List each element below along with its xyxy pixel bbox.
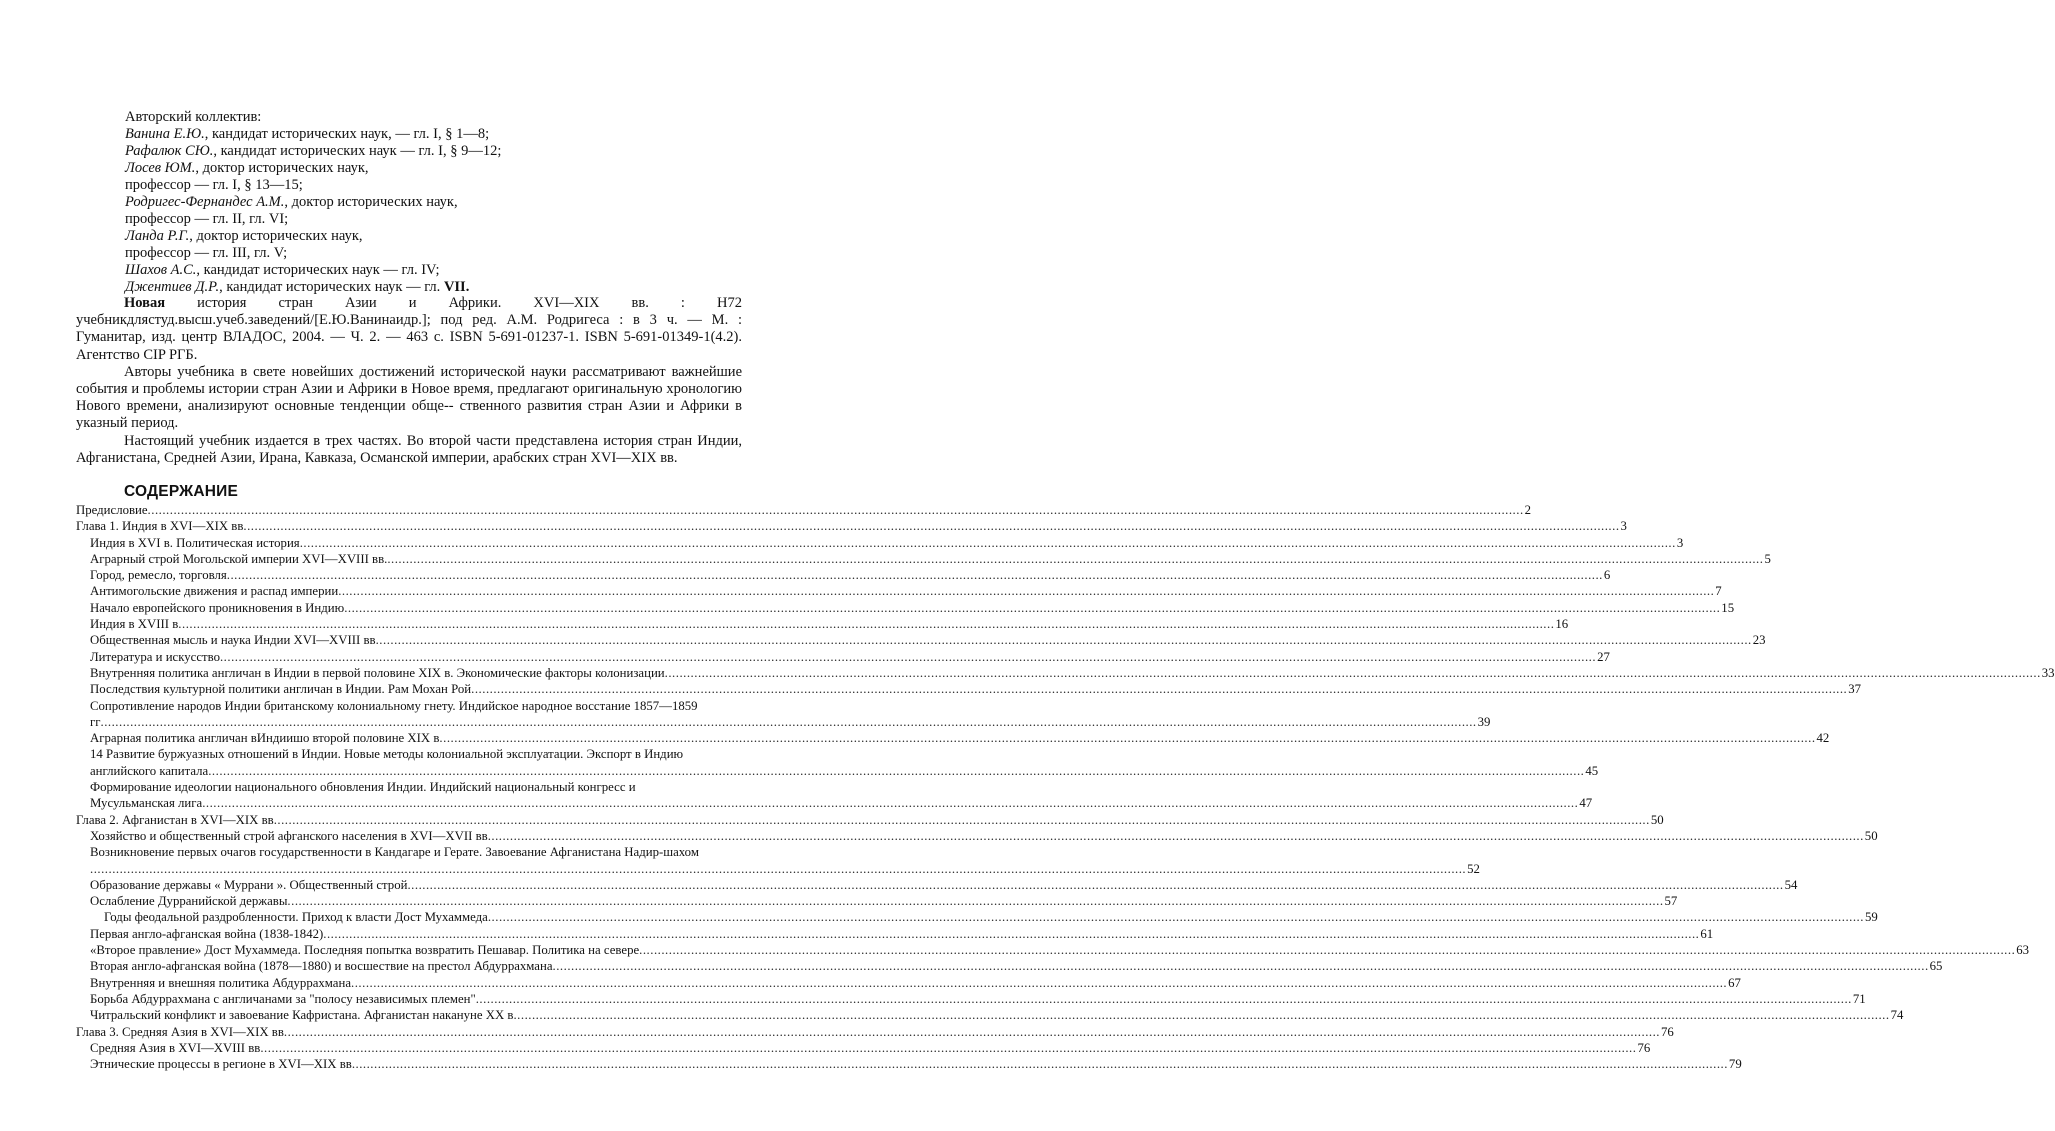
toc-page-number: 3 bbox=[1676, 535, 1684, 550]
toc-entry-title: Борьба Абдуррахмана с англичанами за "полосу независимых племен" bbox=[90, 991, 476, 1006]
author-role: , доктор исторических наук, bbox=[284, 194, 458, 210]
author-list bbox=[125, 126, 745, 296]
toc-entry-title: Индия в XVIII в bbox=[90, 617, 179, 632]
toc-leader-dots bbox=[488, 909, 1864, 925]
toc-page-number: 74 bbox=[1890, 1008, 1904, 1023]
toc-entry-title: Вторая англо-афганская война (1878—1880) и восшествие на престол Абдуррахмана bbox=[90, 959, 553, 974]
toc-entry[interactable] bbox=[76, 632, 1766, 648]
toc-entry-title: Этнические процессы в регионе в XVI—XIX вв bbox=[90, 1057, 352, 1072]
toc-entry[interactable] bbox=[76, 616, 1569, 632]
author-line bbox=[125, 279, 745, 296]
toc-entry[interactable] bbox=[76, 991, 1866, 1007]
toc-leader-dots bbox=[243, 518, 1619, 534]
book-title-word: Новая bbox=[124, 295, 166, 311]
toc-entry[interactable] bbox=[76, 665, 2055, 681]
toc-entry-title: Годы феодальной раздробленности. Приход к власти Дост Мухаммеда bbox=[104, 910, 488, 925]
toc-page-number: 76 bbox=[1660, 1024, 1674, 1039]
toc-leader-dots bbox=[148, 502, 1524, 518]
toc-entry-title: Город, ремесло, торговля bbox=[90, 568, 227, 583]
toc-page-number: 63 bbox=[2016, 943, 2030, 958]
toc-entry[interactable] bbox=[76, 1040, 1651, 1056]
toc-entry-title: Первая англо-афганская война (1838-1842) bbox=[90, 926, 324, 941]
toc-entry[interactable] bbox=[76, 1056, 1742, 1072]
toc-page-number: 65 bbox=[1929, 959, 1943, 974]
toc-page-number: 50 bbox=[1650, 812, 1664, 827]
toc-entry[interactable] bbox=[76, 844, 1480, 877]
toc-page-number: 59 bbox=[1864, 910, 1878, 925]
toc-leader-dots bbox=[439, 730, 1815, 746]
author-role: профессор — гл. III, гл. V; bbox=[125, 245, 288, 261]
toc-entry[interactable] bbox=[76, 779, 1593, 812]
toc-entry[interactable] bbox=[76, 518, 1627, 534]
toc-page-number: 16 bbox=[1555, 617, 1569, 632]
toc-entry-title: Глава 3. Средняя Азия в XVI—XIX вв bbox=[76, 1024, 284, 1039]
toc-entry[interactable] bbox=[76, 649, 1610, 665]
author-name: Рафалюк СЮ. bbox=[125, 143, 214, 159]
toc-page-number: 15 bbox=[1721, 600, 1735, 615]
author-line bbox=[125, 143, 745, 160]
toc-leader-dots bbox=[665, 665, 2041, 681]
toc-entry[interactable] bbox=[76, 975, 1741, 991]
table-of-contents bbox=[76, 502, 2055, 1072]
author-line bbox=[125, 262, 745, 279]
toc-entry-continuation: Мусульманская лига bbox=[90, 796, 203, 811]
bibliographic-record bbox=[76, 295, 742, 364]
author-line bbox=[125, 228, 745, 245]
toc-page-number: 7 bbox=[1715, 584, 1722, 599]
toc-leader-dots bbox=[387, 551, 1763, 567]
toc-page-number: 2 bbox=[1524, 503, 1532, 517]
toc-page-number: 57 bbox=[1664, 894, 1678, 909]
author-line bbox=[125, 211, 745, 228]
toc-leader-dots bbox=[344, 600, 1720, 616]
author-role: , доктор исторических наук, bbox=[189, 228, 363, 244]
toc-leader-dots bbox=[323, 926, 1699, 942]
toc-entry[interactable] bbox=[76, 828, 1878, 844]
author-role: , кандидат исторических наук, — гл. I, § 1—8; bbox=[204, 126, 490, 142]
toc-entry-title: Начало европейского проникновения в Индию bbox=[90, 600, 345, 615]
toc-leader-dots bbox=[476, 991, 1852, 1007]
toc-entry-title: Образование державы « Муррани ». Общественный строй bbox=[90, 877, 408, 892]
toc-entry-title: Общественная мысль и наука Индии XVI—XVIII вв bbox=[90, 633, 376, 648]
toc-entry-title: Ослабление Дурранийской державы bbox=[90, 894, 288, 909]
toc-entry-title: Глава 2. Афганистан в XVI—XIX вв bbox=[76, 812, 274, 827]
author-name: Ланда Р.Г. bbox=[125, 228, 190, 244]
author-chapter: VII. bbox=[443, 279, 470, 295]
toc-leader-dots bbox=[407, 877, 1783, 893]
toc-leader-dots bbox=[101, 714, 1477, 730]
toc-entry-continuation: гг bbox=[90, 714, 101, 729]
toc-entry[interactable] bbox=[76, 746, 1599, 779]
toc-entry-title: Последствия культурной политики англичан в Индии. Рам Мохан Рой bbox=[90, 682, 472, 697]
toc-entry[interactable] bbox=[76, 567, 1611, 583]
toc-entry[interactable] bbox=[76, 926, 1714, 942]
author-role: , кандидат исторических наук — гл. bbox=[219, 279, 444, 295]
toc-entry[interactable] bbox=[76, 600, 1735, 616]
toc-page-number: 39 bbox=[1477, 714, 1491, 729]
toc-entry-title: Возникновение первых очагов государственности в Кандагаре и Герате. Завоевание Афганистана Надир-шахом bbox=[90, 845, 699, 860]
toc-entry-title: Средняя Азия в XVI—XVIII вв bbox=[90, 1040, 261, 1055]
author-line bbox=[125, 177, 745, 194]
toc-leader-dots bbox=[220, 649, 1596, 665]
author-name: Родригес-Фернандес А.М. bbox=[125, 194, 285, 210]
toc-page-number: 61 bbox=[1700, 926, 1714, 941]
toc-leader-dots bbox=[208, 763, 1584, 779]
parts-paragraph: Настоящий учебник издается в трех частях. Во второй части представлена история стран Индии, Афганистана, Средней Азии, Ирана, Кавказа, Османской империи, арабских стран XVI—XIX вв. bbox=[76, 432, 742, 466]
author-role: профессор — гл. II, гл. VI; bbox=[125, 211, 289, 227]
toc-entry-continuation: английского капитала bbox=[90, 763, 209, 778]
toc-entry[interactable] bbox=[76, 502, 1532, 518]
toc-entry-title: Индия в XVI в. Политическая история bbox=[90, 535, 300, 550]
author-line bbox=[125, 126, 745, 143]
toc-page-number: 33 bbox=[2041, 665, 2055, 680]
toc-leader-dots bbox=[471, 681, 1847, 697]
contents-heading: СОДЕРЖАНИЕ bbox=[124, 483, 239, 500]
toc-leader-dots bbox=[351, 975, 1727, 991]
authors-block bbox=[125, 109, 745, 296]
toc-entry[interactable] bbox=[76, 812, 1664, 828]
authors-heading: Авторский коллектив: bbox=[125, 109, 262, 125]
toc-entry-title: Предисловие bbox=[76, 503, 148, 517]
toc-leader-dots bbox=[553, 958, 1929, 974]
toc-page-number: 3 bbox=[1620, 519, 1627, 534]
toc-leader-dots bbox=[300, 535, 1676, 551]
toc-entry-title: Глава 1. Индия в XVI—XIX вв bbox=[76, 519, 244, 534]
toc-entry[interactable] bbox=[76, 535, 1684, 551]
toc-page-number: 5 bbox=[1764, 551, 1771, 566]
toc-entry[interactable] bbox=[76, 958, 1943, 974]
toc-entry-title: Аграрный строй Могольской империи XVI—XVIII вв. bbox=[90, 551, 388, 566]
toc-page-number: 71 bbox=[1852, 991, 1866, 1006]
toc-page-number: 67 bbox=[1728, 975, 1741, 990]
toc-leader-dots bbox=[227, 567, 1603, 583]
toc-leader-dots bbox=[513, 1007, 1889, 1023]
toc-entry-title: «Второе правление» Дост Мухаммеда. Последняя попытка возвратить Пешавар. Политика на севере bbox=[90, 943, 640, 958]
toc-page-number: 23 bbox=[1752, 633, 1766, 648]
toc-leader-dots bbox=[178, 616, 1554, 632]
toc-entry-title: Антимогольские движения и распад империи bbox=[90, 584, 339, 599]
toc-entry-title: 14 Развитие буржуазных отношений в Индии. Новые методы колониальной эксплуатации. Экспорт в Индию bbox=[90, 747, 684, 762]
toc-entry-title: Читральский конфликт и завоевание Кафристана. Афганистан накануне XX в bbox=[90, 1008, 514, 1023]
author-line bbox=[125, 160, 745, 177]
toc-entry-title: Хозяйство и общественный строй афганского населения в XVI—XVII вв bbox=[90, 828, 488, 843]
toc-page-number: 50 bbox=[1864, 828, 1878, 843]
toc-entry[interactable] bbox=[76, 877, 1798, 893]
toc-entry-title: Аграрная политика англичан вИндиишо второй половине XIX в bbox=[90, 731, 440, 746]
toc-page-number: 54 bbox=[1784, 877, 1798, 892]
toc-page-number: 52 bbox=[1467, 861, 1480, 876]
toc-entry-title: Формирование идеологии национального обновления Индии. Индийский национальный конгресс и bbox=[90, 780, 636, 795]
abstract-paragraph: Авторы учебника в свете новейших достижений исторической науки рассматривают важнейшие события и проблемы истории стран Азии и Африки в Новое время, предлагают оригинальную хронологию Нового времени, анализируют основные тенденции обще-- ственного развития стран Азии и Африки в указный период. bbox=[76, 363, 742, 432]
toc-leader-dots bbox=[274, 812, 1650, 828]
toc-entry-title: Литература и искусство bbox=[90, 649, 220, 664]
toc-leader-dots bbox=[287, 893, 1663, 909]
toc-leader-dots bbox=[338, 583, 1714, 599]
toc-entry[interactable] bbox=[76, 730, 1830, 746]
toc-leader-dots bbox=[376, 632, 1752, 648]
author-line bbox=[125, 194, 745, 211]
toc-leader-dots bbox=[639, 942, 2015, 958]
toc-entry[interactable] bbox=[76, 942, 2030, 958]
toc-leader-dots bbox=[284, 1024, 1660, 1040]
author-name: Шахов А.С. bbox=[125, 262, 197, 278]
toc-entry[interactable] bbox=[76, 583, 1722, 599]
toc-leader-dots bbox=[488, 828, 1864, 844]
toc-leader-dots bbox=[352, 1056, 1728, 1072]
author-name: Лосев ЮМ. bbox=[125, 160, 196, 176]
toc-entry-title: Внутренняя и внешняя политика Абдуррахмана bbox=[90, 975, 352, 990]
toc-leader-dots bbox=[90, 861, 1466, 877]
toc-entry[interactable] bbox=[76, 681, 1862, 697]
author-name: Ванина Е.Ю. bbox=[125, 126, 205, 142]
author-role: , кандидат исторических наук — гл. IV; bbox=[196, 262, 440, 278]
citation-text: история стран Азии и Африки. XVI—XIX вв. : Н72 учебникдлястуд.высш.учеб.заведений/[Е.Ю.Ванинаидр.]; под ред. А.М. Родригеса : в 3 ч. — М. : Гуманитар, изд. центр ВЛАДОС, 2004. — Ч. 2. — 463 с. ISBN 5-691-01237-1. ISBN 5-691-01349-1(4.2). Агентство CIP РГБ. bbox=[76, 295, 742, 363]
toc-page-number: 76 bbox=[1637, 1040, 1651, 1055]
toc-page-number: 6 bbox=[1603, 568, 1611, 583]
toc-page-number: 47 bbox=[1579, 796, 1593, 811]
toc-entry[interactable] bbox=[76, 698, 1491, 731]
toc-leader-dots bbox=[202, 795, 1578, 811]
toc-entry-title: Внутренняя политика англичан в Индии в первой половине XIX в. Экономические факторы колонизации bbox=[90, 665, 665, 680]
author-line bbox=[125, 245, 745, 262]
toc-page-number: 42 bbox=[1816, 731, 1830, 746]
book-description bbox=[76, 295, 742, 467]
author-role: , доктор исторических наук, bbox=[195, 160, 369, 176]
toc-entry[interactable] bbox=[76, 893, 1678, 909]
toc-page-number: 27 bbox=[1597, 649, 1610, 664]
toc-page-number: 45 bbox=[1585, 763, 1599, 778]
toc-page-number: 37 bbox=[1848, 682, 1862, 697]
author-role: , кандидат исторических наук — гл. I, § 9—12; bbox=[213, 143, 502, 159]
toc-entry-title: Сопротивление народов Индии британскому колониальному гнету. Индийское народное восстание 1857—1859 bbox=[90, 698, 698, 713]
toc-entry[interactable] bbox=[76, 1007, 1904, 1023]
author-name: Джентиев Д.Р. bbox=[125, 279, 220, 295]
toc-entry[interactable] bbox=[76, 1024, 1674, 1040]
toc-entry[interactable] bbox=[76, 551, 1771, 567]
toc-leader-dots bbox=[260, 1040, 1636, 1056]
author-role: профессор — гл. I, § 13—15; bbox=[125, 177, 303, 193]
toc-entry[interactable] bbox=[76, 909, 1878, 925]
toc-page-number: 79 bbox=[1728, 1057, 1742, 1072]
